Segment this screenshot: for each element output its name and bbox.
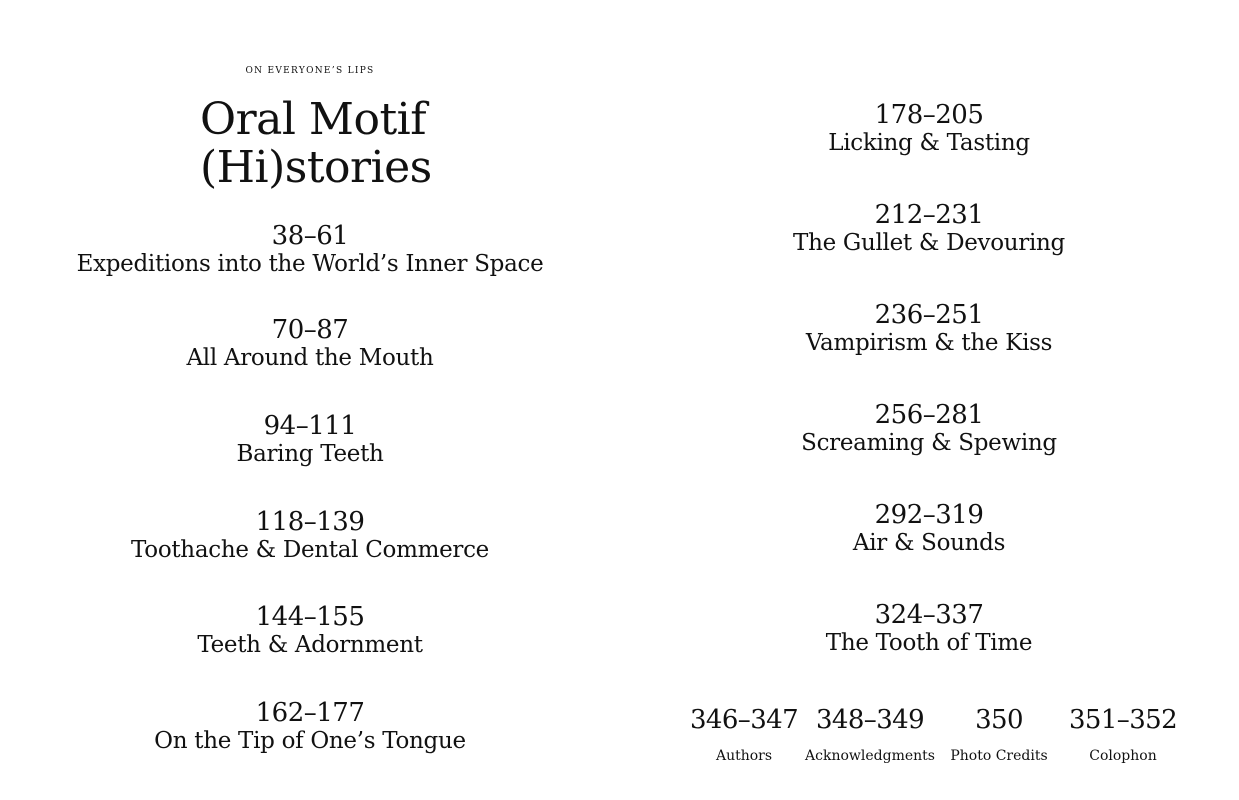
toc-entry-title: The Gullet & Devouring — [793, 230, 1065, 256]
toc-entry[interactable] — [806, 301, 1052, 357]
toc-entry[interactable] — [828, 101, 1030, 157]
toc-entry-pages: 70–87 — [271, 315, 349, 345]
toc-entry-pages: 324–337 — [874, 600, 984, 630]
back-matter-pages: 346–347 — [689, 705, 799, 735]
page-title — [200, 96, 432, 192]
toc-entry-pages: 292–319 — [874, 500, 984, 530]
section-kicker: ON EVERYONE’S LIPS — [245, 66, 375, 76]
toc-entry-title: On the Tip of One’s Tongue — [154, 728, 466, 754]
back-matter-title: Authors — [715, 748, 773, 764]
back-matter-title: Colophon — [1089, 748, 1157, 764]
toc-entry-pages: 38–61 — [271, 221, 349, 251]
toc-entry-title: Licking & Tasting — [828, 130, 1030, 156]
toc-entry-title: Screaming & Spewing — [801, 430, 1057, 456]
back-matter-entry[interactable] — [1069, 705, 1177, 765]
back-matter-title: Acknowledgments — [805, 748, 935, 764]
toc-entry-pages: 256–281 — [874, 400, 984, 430]
back-matter-title: Photo Credits — [950, 748, 1048, 764]
toc-entry-pages: 94–111 — [263, 411, 357, 441]
back-matter-pages: 350 — [975, 705, 1023, 735]
toc-entry[interactable] — [197, 603, 422, 659]
toc-entry[interactable] — [801, 401, 1057, 457]
title-line-1: Oral Motif — [200, 94, 426, 145]
back-matter-entry[interactable] — [690, 705, 798, 765]
toc-entry[interactable] — [187, 316, 434, 372]
back-matter-pages: 351–352 — [1068, 705, 1178, 735]
toc-entry-title: Air & Sounds — [852, 530, 1006, 556]
toc-entry-title: The Tooth of Time — [825, 630, 1033, 656]
title-line-2: (Hi)stories — [200, 142, 432, 193]
toc-entry-title: Toothache & Dental Commerce — [131, 537, 489, 563]
toc-entry[interactable] — [236, 412, 383, 468]
toc-entry[interactable] — [853, 501, 1005, 557]
toc-entry-title: Expeditions into the World’s Inner Space — [76, 251, 544, 277]
toc-entry-pages: 178–205 — [874, 100, 984, 130]
toc-entry-pages: 162–177 — [255, 698, 365, 728]
toc-entry[interactable] — [131, 508, 489, 564]
toc-entry[interactable] — [77, 222, 544, 278]
back-matter-pages: 348–349 — [815, 705, 925, 735]
toc-entry-pages: 118–139 — [255, 507, 365, 537]
toc-entry[interactable] — [826, 601, 1032, 657]
toc-entry-pages: 212–231 — [874, 200, 984, 230]
back-matter-entry[interactable] — [805, 705, 935, 765]
back-matter-entry[interactable] — [950, 705, 1047, 765]
toc-entry-title: Vampirism & the Kiss — [805, 330, 1053, 356]
toc-entry-pages: 236–251 — [874, 300, 984, 330]
toc-entry-title: Teeth & Adornment — [197, 632, 423, 658]
toc-entry-title: All Around the Mouth — [186, 345, 434, 371]
toc-entry[interactable] — [154, 699, 466, 755]
toc-entry-pages: 144–155 — [255, 602, 365, 632]
toc-entry[interactable] — [793, 201, 1065, 257]
toc-entry-title: Baring Teeth — [236, 441, 384, 467]
